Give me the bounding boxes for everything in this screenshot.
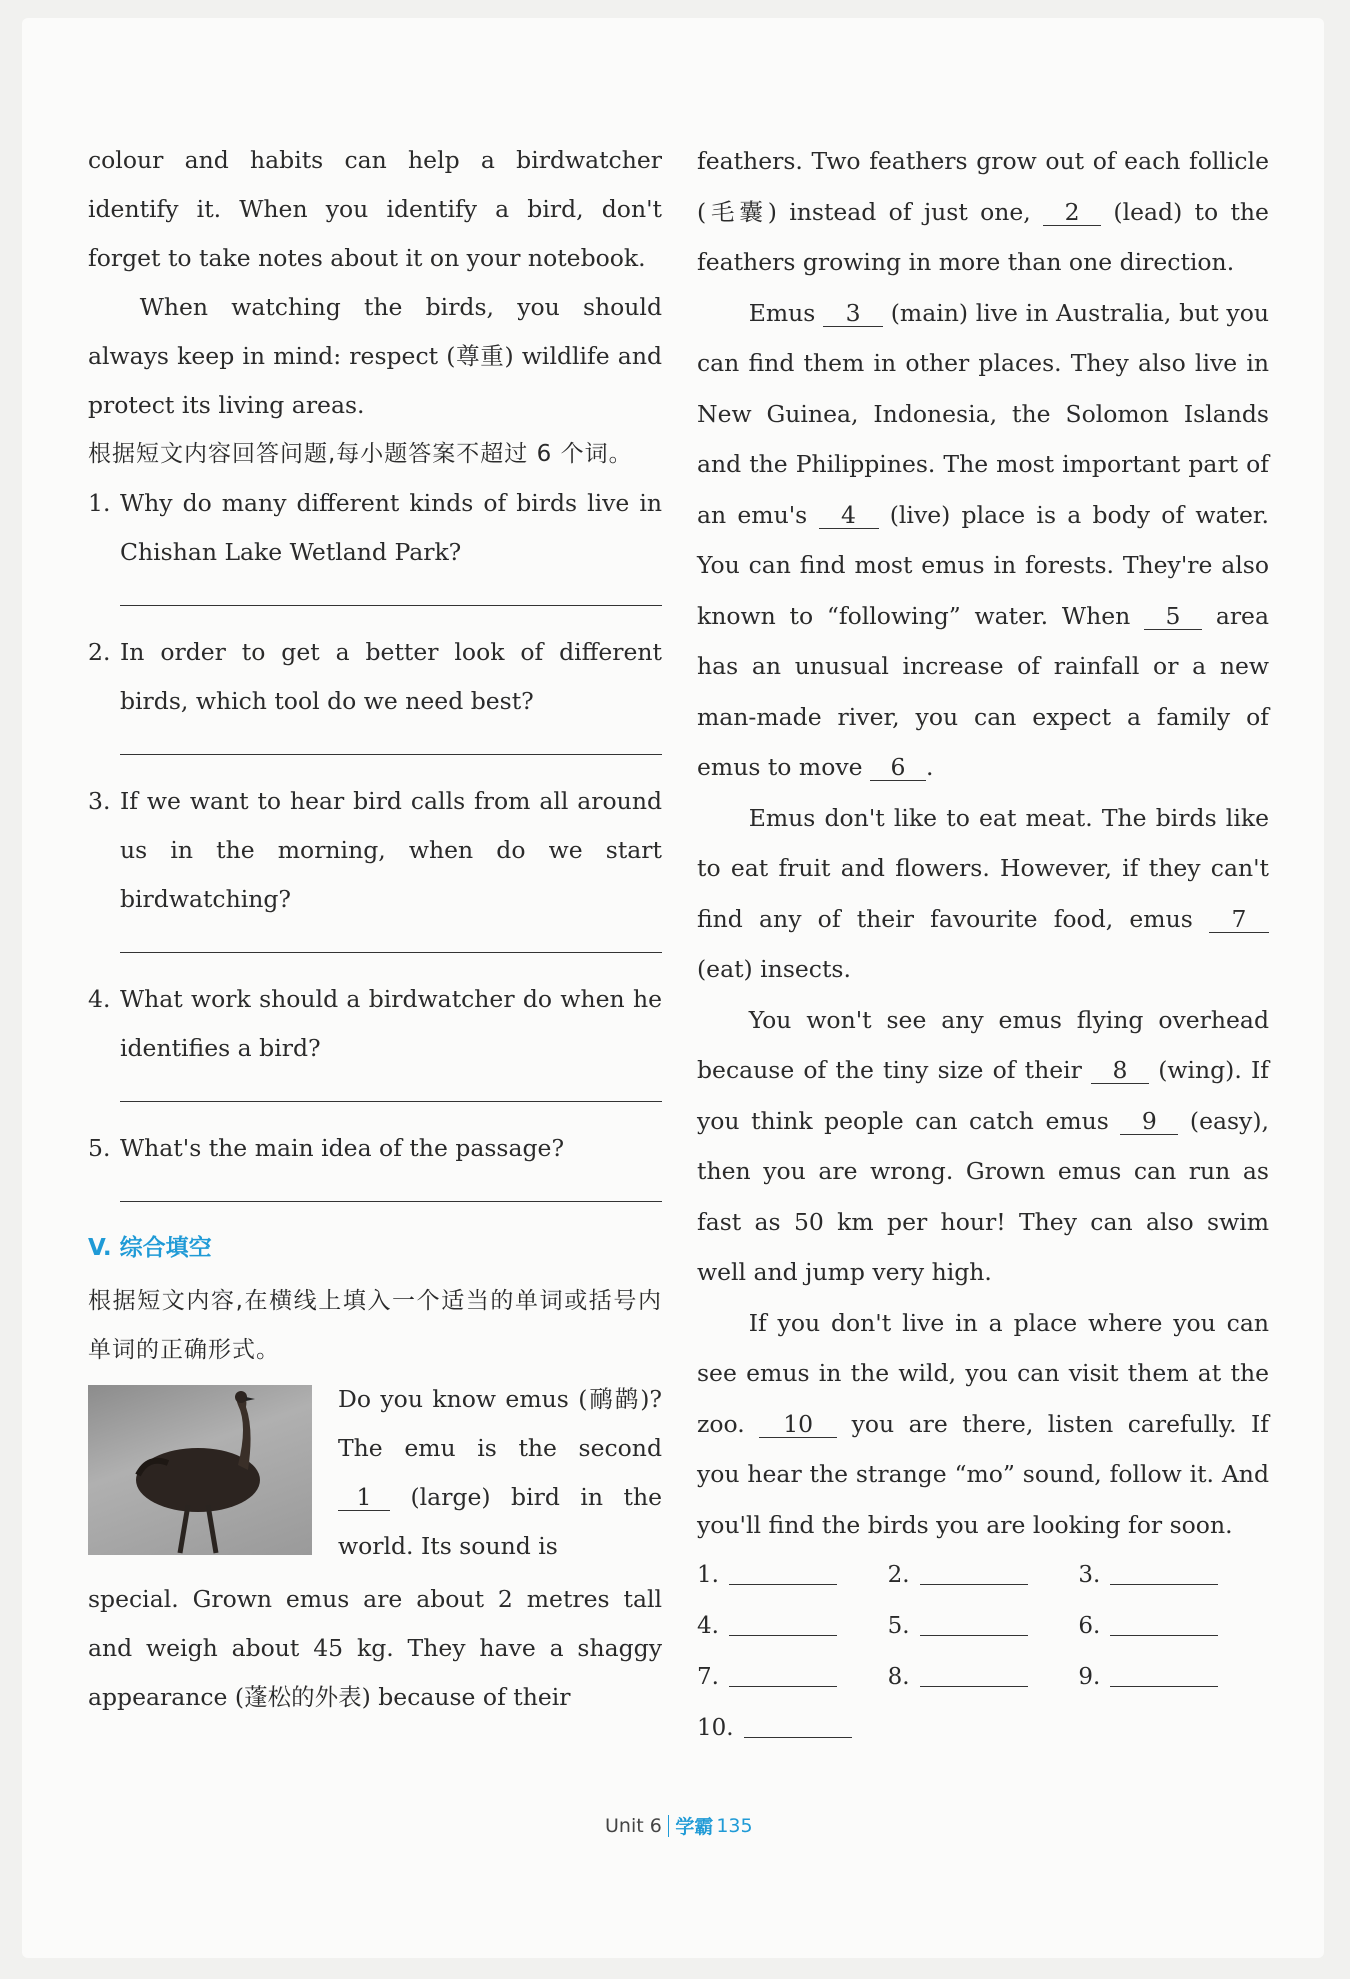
blank-10[interactable]: 10	[759, 1411, 837, 1438]
question: 1. Why do many different kinds of birds live in Chishan Lake Wetland Park?	[88, 489, 662, 566]
answer-line[interactable]	[120, 952, 662, 953]
emu-photo	[88, 1385, 312, 1555]
passage-paragraph: You won't see any emus flying overhead because of the tiny size of their 8 (wing). If you think people can catch emus 9 (easy), then you are wrong. Grown emus can run as fast as 50 km per hour! They can also swim well and jump very high.	[697, 1005, 1269, 1286]
emu-intro	[88, 1375, 662, 1575]
right-column	[697, 136, 1269, 1754]
question-text: Why do many different kinds of birds live in Chishan Lake Wetland Park?	[120, 489, 662, 566]
unit-label: Unit 6	[605, 1814, 662, 1837]
answer-line[interactable]	[120, 1201, 662, 1202]
blank-5[interactable]: 5	[1144, 603, 1202, 630]
left-column	[88, 136, 662, 1722]
emu-intro-text: Do you know emus (鸸鹋)? The emu is the second 1 (large) bird in the world. Its sound is	[338, 1385, 662, 1560]
section-title: V. 综合填空	[88, 1235, 212, 1261]
answer-line[interactable]	[120, 754, 662, 755]
blank-6[interactable]: 6	[870, 754, 926, 781]
answer-line[interactable]	[120, 1101, 662, 1102]
answer-line[interactable]	[729, 1668, 837, 1687]
question-instruction: 根据短文内容回答问题,每小题答案不超过 6 个词。	[88, 441, 633, 467]
blank-4[interactable]: 4	[819, 502, 879, 529]
blank-7[interactable]: 7	[1209, 906, 1269, 933]
question-text: If we want to hear bird calls from all around us in the morning, when do we start birdwatching?	[120, 787, 662, 913]
question: 4. What work should a birdwatcher do when he identifies a bird?	[88, 985, 662, 1062]
question: 2. In order to get a better look of different birds, which tool do we need best?	[88, 638, 662, 715]
passage-paragraph: If you don't live in a place where you can see emus in the wild, you can visit them at the zoo. 10 you are there, listen carefully. If you hear the strange “mo” sound, follow it. And you'll find the birds you are looking for soon.	[697, 1308, 1269, 1539]
answer-line[interactable]	[1110, 1668, 1218, 1687]
blank-2[interactable]: 2	[1043, 199, 1101, 226]
blank-1[interactable]: 1	[338, 1484, 390, 1511]
passage-paragraph: feathers. Two feathers grow out of each follicle (毛囊) instead of just one, 2 (lead) to the feathers growing in more than one direction.	[697, 147, 1269, 276]
passage-paragraph: special. Grown emus are about 2 metres tall and weigh about 45 kg. They have a shaggy appearance (蓬松的外表) because of their	[88, 1585, 662, 1711]
answer-line[interactable]	[120, 605, 662, 606]
section-instruction: 根据短文内容,在横线上填入一个适当的单词或括号内单词的正确形式。	[88, 1288, 662, 1363]
page-number: 135	[716, 1814, 753, 1837]
answer-grid: 1. 2. 3. 4. 5. 6. 7. 8. 9. 10.	[697, 1550, 1269, 1754]
blank-8[interactable]: 8	[1091, 1057, 1149, 1084]
brand-label: 学霸	[675, 1816, 714, 1838]
answer-line[interactable]	[1110, 1617, 1218, 1636]
answer-line[interactable]	[920, 1617, 1028, 1636]
answer-line[interactable]	[729, 1617, 837, 1636]
question: 3. If we want to hear bird calls from all around us in the morning, when do we start birdwatching?	[88, 787, 662, 913]
answer-line[interactable]	[920, 1668, 1028, 1687]
workbook-page	[22, 18, 1324, 1958]
passage-paragraph: When watching the birds, you should always keep in mind: respect (尊重) wildlife and protect its living areas.	[88, 293, 662, 419]
question: 5. What's the main idea of the passage?	[88, 1134, 565, 1162]
blank-3[interactable]: 3	[823, 300, 883, 327]
question-text: In order to get a better look of different birds, which tool do we need best?	[120, 638, 662, 715]
blank-9[interactable]: 9	[1120, 1108, 1178, 1135]
page-footer	[605, 1812, 753, 1839]
passage-paragraph: Emus 3 (main) live in Australia, but you can find them in other places. They also live in New Guinea, Indonesia, the Solomon Islands and the Philippines. The most important part of an emu's 4 (live) place is a body of water. You can find most emus in forests. They're also known to “following” water. When 5 area has an unusual increase of rainfall or a new man-made river, you can expect a family of emus to move 6 .	[697, 298, 1269, 781]
answer-line[interactable]	[729, 1566, 837, 1585]
divider	[668, 1815, 670, 1837]
question-text: What's the main idea of the passage?	[120, 1134, 565, 1162]
answer-line[interactable]	[920, 1566, 1028, 1585]
passage-paragraph: colour and habits can help a birdwatcher identify it. When you identify a bird, don't forget to take notes about it on your notebook.	[88, 146, 662, 272]
question-text: What work should a birdwatcher do when he identifies a bird?	[120, 985, 662, 1062]
answer-line[interactable]	[1110, 1566, 1218, 1585]
passage-paragraph: Emus don't like to eat meat. The birds like to eat fruit and flowers. However, if they can't find any of their favourite food, emus 7 (eat) insects.	[697, 803, 1269, 983]
answer-line[interactable]	[744, 1719, 852, 1738]
